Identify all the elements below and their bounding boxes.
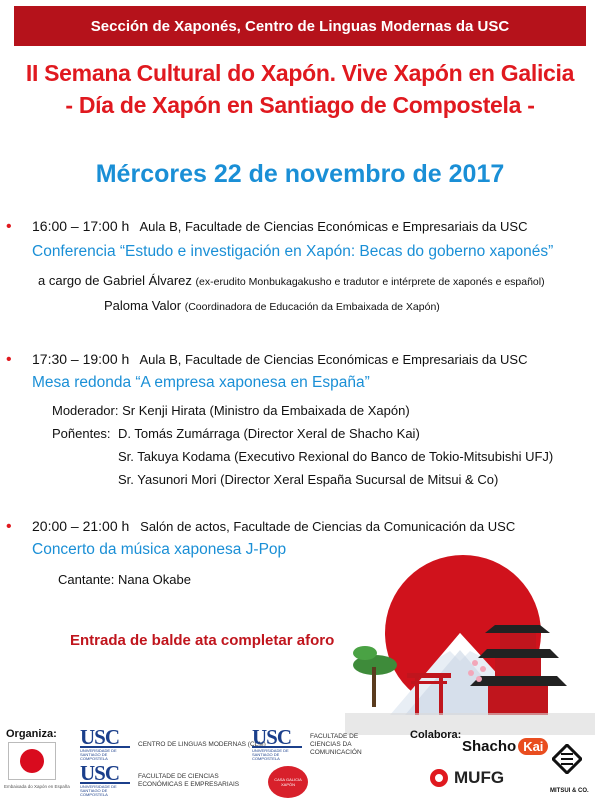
- header-banner: Sección de Xaponés, Centro de Linguas Modernas da USC: [14, 6, 586, 46]
- event3-time: 20:00 – 21:00 h: [32, 518, 130, 534]
- speaker1-note: (ex-erudito Monbukagakusho e tradutor e intérprete de xaponés e español): [195, 276, 545, 288]
- kai-badge: Kai: [518, 738, 548, 755]
- mitsui-text: MITSUI & CO.: [550, 788, 589, 794]
- speaker2-note: (Coordinadora de Educación da Embaixada de Xapón): [184, 301, 440, 313]
- bullet-icon: •: [6, 218, 12, 235]
- economicas-text: FACULTADE DE CIENCIAS ECONÓMICAS E EMPRESARIAIS: [138, 772, 240, 788]
- event1-header: [32, 218, 527, 234]
- casa-galicia-xapon-logo: CASA GALICIA XAPÓN: [268, 766, 308, 798]
- usc-economicas-logo: [80, 761, 258, 797]
- event-title-line1: II Semana Cultural do Xapón. Vive Xapón en Galicia: [25, 60, 575, 86]
- event1-place: Aula B, Facultade de Ciencias Económicas e Empresariais da USC: [139, 219, 528, 234]
- event3-title: Concerto da música xaponesa J-Pop: [32, 541, 287, 558]
- colabora-label: Colabora:: [410, 729, 462, 741]
- speaker1-name: a cargo de Gabriel Álvarez: [38, 273, 192, 288]
- free-entry-notice: Entrada de balde ata completar aforo: [70, 632, 335, 649]
- ponente-3: Sr. Yasunori Mori (Director Xeral España Sucursal de Mitsui & Co): [118, 472, 499, 487]
- mufg-ring-icon: [430, 769, 448, 787]
- event2-place: Aula B, Facultade de Ciencias Económicas e Empresariais da USC: [139, 352, 528, 367]
- shacho-kai-logo: [462, 738, 548, 755]
- japan-illustration: [345, 555, 595, 735]
- event-date: Mércores 22 de novembro de 2017: [95, 160, 505, 188]
- mufg-text: MUFG: [454, 768, 505, 787]
- comunicacion-text: FACULTADE DE CIENCIAS DA COMUNICACIÓN: [310, 732, 362, 756]
- usc-logo-subtitle: UNIVERSIDADE DE SANTIAGO DE COMPOSTELA: [80, 784, 117, 797]
- event2-title: Mesa redonda “A empresa xaponesa en España”: [32, 374, 370, 391]
- usc-clm-logo: [80, 725, 266, 761]
- bullet-icon: •: [6, 351, 12, 368]
- ponente-2: Sr. Takuya Kodama (Executivo Rexional do Banco de Tokio-Mitsubishi UFJ): [118, 449, 554, 464]
- shacho-text: Shacho: [462, 738, 517, 755]
- bullet-icon: •: [6, 518, 12, 535]
- usc-comunicacion-logo: [252, 725, 380, 761]
- event1-speaker1: [38, 273, 545, 288]
- event1-title: Conferencia “Estudo e investigación en Xapón: Becas do goberno xaponés”: [32, 243, 554, 260]
- flag-caption: Embaixada do Xapón en España: [4, 784, 70, 789]
- event2-moderator: Moderador: Sr Kenji Hirata (Ministro da Embaixada de Xapón): [52, 403, 410, 418]
- ponentes-label: Poñentes:: [52, 426, 111, 441]
- event3-header: [32, 518, 515, 534]
- event2-time: 17:30 – 19:00 h: [32, 351, 130, 367]
- clm-text: CENTRO DE LINGUAS MODERNAS (CLM): [138, 740, 266, 748]
- usc-logo-subtitle: UNIVERSIDADE DE SANTIAGO DE COMPOSTELA: [80, 748, 117, 761]
- usc-logo-mark: USC: [80, 764, 130, 784]
- event1-speaker2: [104, 298, 440, 313]
- japan-flag-icon: [8, 742, 56, 780]
- mufg-logo: [430, 768, 504, 788]
- event1-time: 16:00 – 17:00 h: [32, 218, 130, 234]
- usc-logo-mark: USC: [252, 728, 302, 748]
- event-title-line2: - Día de Xapón en Santiago de Compostela -: [65, 92, 535, 118]
- event3-singer: Cantante: Nana Okabe: [58, 572, 191, 587]
- organiza-label: Organiza:: [6, 728, 57, 740]
- ponente-1: D. Tomás Zumárraga (Director Xeral de Shacho Kai): [118, 426, 420, 441]
- usc-logo-subtitle: UNIVERSIDADE DE SANTIAGO DE COMPOSTELA: [252, 748, 289, 761]
- usc-logo-mark: USC: [80, 728, 130, 748]
- mitsui-logo-icon: [552, 744, 582, 774]
- speaker2-name: Paloma Valor: [104, 298, 182, 313]
- event2-header: [32, 351, 527, 367]
- event3-place: Salón de actos, Facultade de Ciencias da Comunicación da USC: [140, 519, 516, 534]
